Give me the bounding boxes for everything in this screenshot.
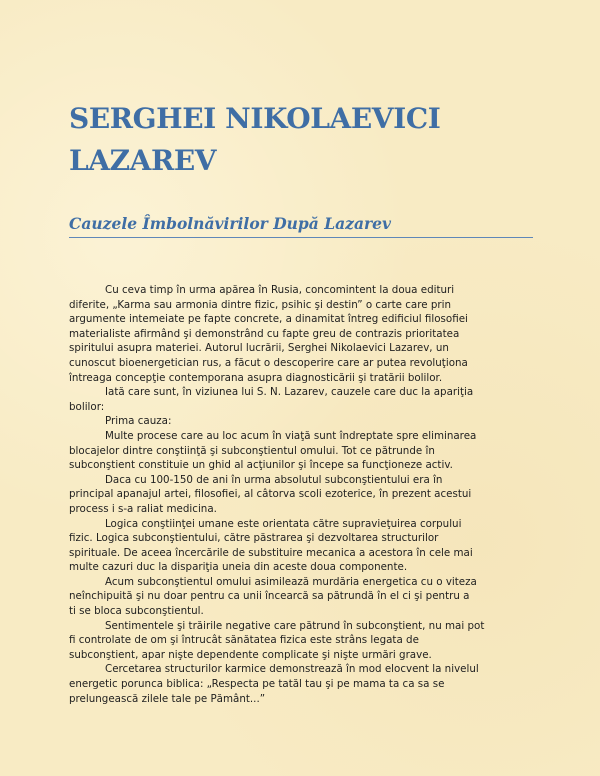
text-line: Iată care sunt, în viziunea lui S. N. Lazarev, cauzele care duc la apariţia xyxy=(105,386,474,399)
text-line: principal apanajul artei, filosofiei, al câtorva scoli ezoterice, în prezent acestui xyxy=(69,488,472,501)
text-line: materialiste afirmând şi demonstrând cu fapte greu de contrazis prioritatea xyxy=(69,327,460,340)
text-line: subconştient, apar nişte dependente complicate şi nişte urmări grave. xyxy=(69,648,432,661)
text-line: Acum subconştientul omului asimilează murdăria energetica cu o viteza xyxy=(105,575,477,588)
body-text xyxy=(69,283,533,706)
text-line: neînchipuită şi nu doar pentru ca unii încearcă sa pătrundă în el ci şi pentru a xyxy=(69,590,470,603)
text-line: fi controlate de om şi întrucât sănătatea fizica este strâns legata de xyxy=(69,634,419,647)
text-line: Cu ceva timp în urma apărea în Rusia, concomintent la doua edituri xyxy=(105,284,455,296)
text-line: Daca cu 100-150 de ani în urma absolutul subconştientului era în xyxy=(105,473,443,486)
text-line: întreaga concepţie contemporana asupra diagnosticării şi tratării bolilor. xyxy=(69,371,443,384)
text-line: blocajelor dintre conştiinţă şi subconştientul omului. Tot ce pătrunde în xyxy=(69,444,435,457)
text-line: energetic porunca biblica: „Respecta pe tatăl tau şi pe mama ta ca sa se xyxy=(69,678,445,691)
text-line: Multe procese care au loc acum în viaţă sunt îndreptate spre eliminarea xyxy=(105,429,477,442)
text-line: Sentimentele şi trăirile negative care pătrund în subconştient, nu mai pot xyxy=(105,619,485,632)
text-line: diferite, „Karma sau armonia dintre fizic, psihic şi destin” o carte care prin xyxy=(69,298,452,311)
text-line: Cercetarea structurilor karmice demonstrează în mod elocvent la nivelul xyxy=(105,663,479,676)
text-line: Logica conştiinţei umane este orientata către supravieţuirea corpului xyxy=(105,517,462,530)
text-line: bolilor: xyxy=(69,400,105,413)
text-line: prelungească zilele tale pe Pământ...” xyxy=(69,692,266,705)
text-line: fizic. Logica subconştientului, către păstrarea şi dezvoltarea structurilor xyxy=(69,532,439,545)
text-line: argumente intemeiate pe fapte concrete, a dinamitat întreg edificiul filosofiei xyxy=(69,313,468,326)
subtitle-divider xyxy=(69,237,533,238)
text-line: spirituale. De aceea încercările de substituire mecanica a acestora în cele mai xyxy=(69,546,473,559)
text-line: spiritului asupra materiei. Autorul lucrării, Serghei Nikolaevici Lazarev, un xyxy=(69,342,449,355)
text-line: cunoscut bioenergetician rus, a făcut o descoperire care ar putea revoluţiona xyxy=(69,356,468,369)
document-title: SERGHEI NIKOLAEVICI LAZAREV xyxy=(69,102,441,177)
text-line: ti se bloca subconştientul. xyxy=(69,605,204,618)
text-line: process i s-a raliat medicina. xyxy=(69,502,217,515)
text-line: subconştient constituie un ghid al acţiunilor şi începe sa funcţioneze activ. xyxy=(69,459,453,472)
document-subtitle: Cauzele Îmbolnăvirilor După Lazarev xyxy=(69,214,392,233)
section-heading-line: Prima cauza: xyxy=(105,415,172,428)
text-line: multe cazuri duc la dispariţia uneia din aceste doua componente. xyxy=(69,561,408,574)
